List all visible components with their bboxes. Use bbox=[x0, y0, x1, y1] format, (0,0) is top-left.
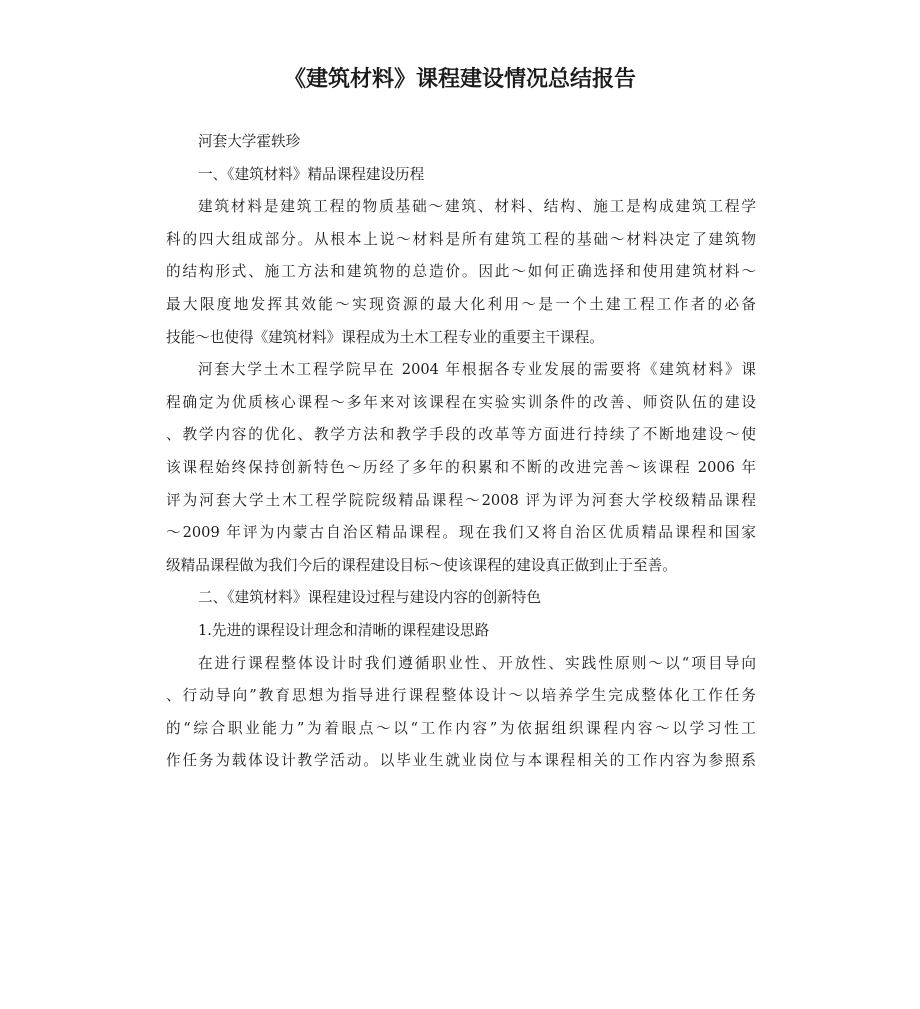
document-line: 、行动导向”教育思想为指导进行课程整体设计～以培养学生完成整体化工作任务 bbox=[166, 687, 756, 705]
document-line: 程确定为优质核心课程～多年来对该课程在实验实训条件的改善、师资队伍的建设 bbox=[166, 393, 756, 411]
document-line: 一、《建筑材料》精品课程建设历程 bbox=[198, 165, 425, 183]
document-title: 《建筑材料》课程建设情况总结报告 bbox=[283, 67, 636, 92]
document-line: 评为河套大学土木工程学院院级精品课程～2008 评为评为河套大学校级精品课程 bbox=[166, 491, 756, 509]
document-line: ～2009 年评为内蒙古自治区精品课程。现在我们又将自治区优质精品课程和国家 bbox=[166, 524, 756, 542]
document-line: 的结构形式、施工方法和建筑物的总造价。因此～如何正确选择和使用建筑材料～ bbox=[166, 263, 756, 281]
document-line: 该课程始终保持创新特色～历经了多年的积累和不断的改进完善～该课程 2006 年 bbox=[166, 458, 756, 476]
document-line: 1.先进的课程设计理念和清晰的课程建设思路 bbox=[198, 621, 490, 639]
document-line: 在进行课程整体设计时我们遵循职业性、开放性、实践性原则～以“项目导向 bbox=[198, 654, 756, 672]
document-line: 河套大学霍轶珍 bbox=[198, 133, 301, 150]
document-line: 级精品课程做为我们今后的课程建设目标～使该课程的建设真正做到止于至善。 bbox=[166, 556, 677, 574]
document-line: 科的四大组成部分。从根本上说～材料是所有建筑工程的基础～材料决定了建筑物 bbox=[166, 230, 756, 248]
document-line: 河套大学土木工程学院早在 2004 年根据各专业发展的需要将《建筑材料》课 bbox=[198, 361, 756, 379]
document-line: 二、《建筑材料》课程建设过程与建设内容的创新特色 bbox=[198, 589, 541, 607]
document-line: 、教学内容的优化、教学方法和教学手段的改革等方面进行持续了不断地建设～使 bbox=[166, 426, 756, 444]
document-line: 的“综合职业能力”为着眼点～以“工作内容”为依据组织课程内容～以学习性工 bbox=[166, 719, 756, 737]
document-line: 作任务为载体设计教学活动。以毕业生就业岗位与本课程相关的工作内容为参照系 bbox=[166, 752, 756, 770]
document-line: 最大限度地发挥其效能～实现资源的最大化利用～是一个土建工程工作者的必备 bbox=[166, 295, 756, 313]
document-line: 技能～也使得《建筑材料》课程成为土木工程专业的重要主干课程。 bbox=[166, 328, 604, 346]
document-body bbox=[166, 126, 756, 778]
document-line: 建筑材料是建筑工程的物质基础～建筑、材料、结构、施工是构成建筑工程学 bbox=[198, 198, 756, 216]
